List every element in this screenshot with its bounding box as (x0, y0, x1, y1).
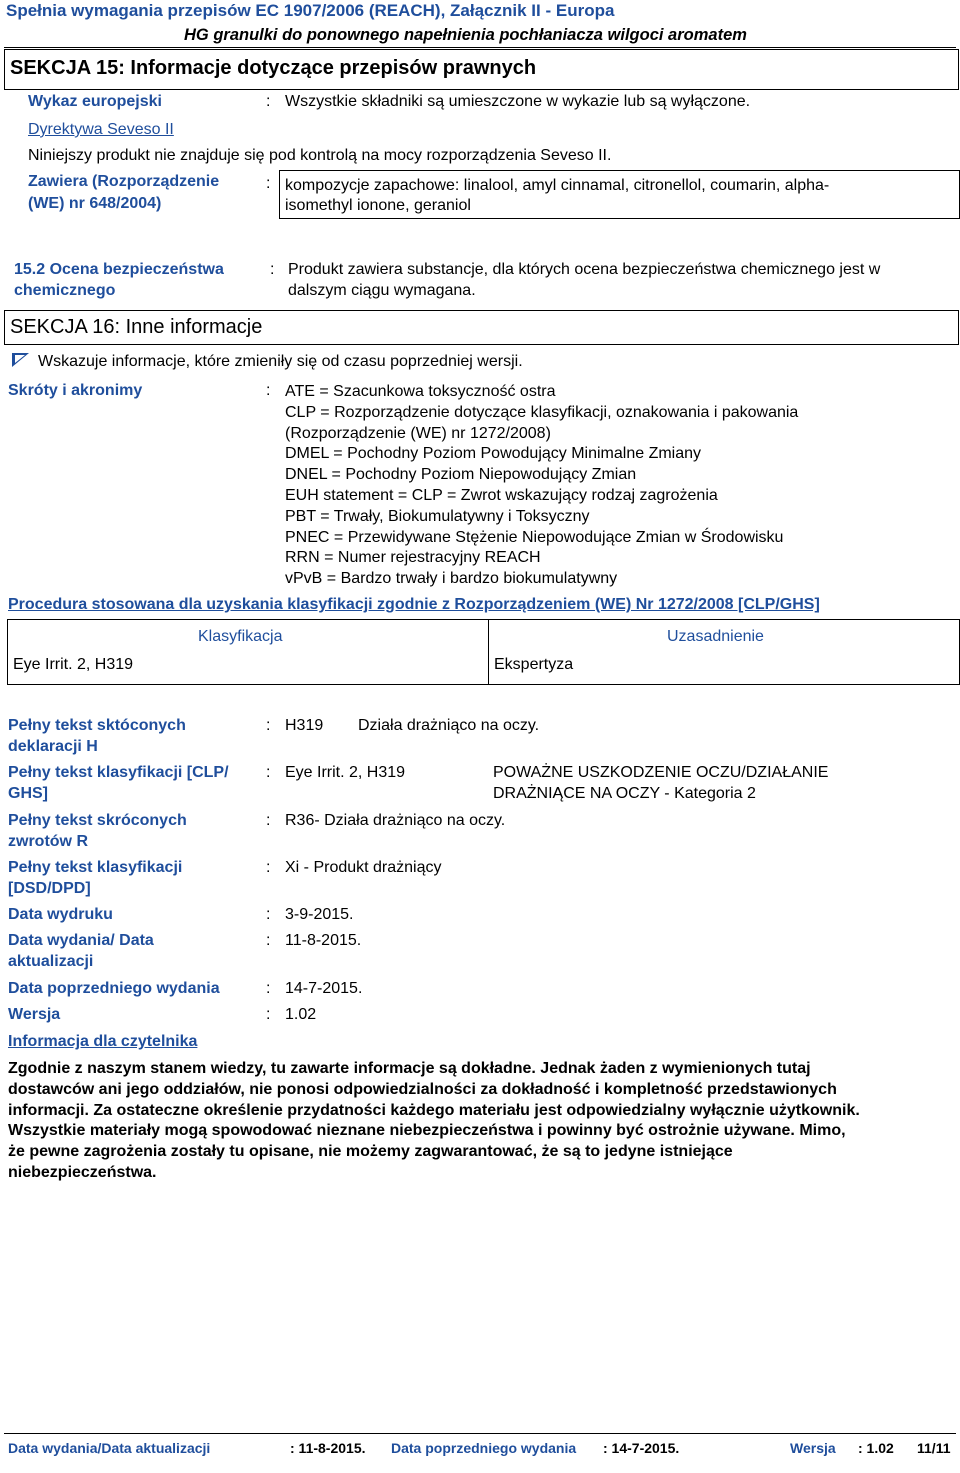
disclaimer-line: informacji. Za ostateczne określenie przydatności każdego materiału jest odpowiedzialny wyłącznie użytkownik. (8, 1101, 860, 1119)
colon: : (266, 764, 271, 781)
abbreviation-item: CLP = Rozporządzenie dotyczące klasyfikacji, oznakowania i pakowania (285, 403, 799, 421)
colon: : (266, 932, 271, 949)
table-header-justification: Uzasadnienie (667, 628, 764, 645)
csa-value-line2: dalszym ciągu wymagana. (288, 282, 476, 299)
abbreviations-label: Skróty i akronimy (8, 382, 143, 399)
footer-version-value: : 1.02 (858, 1440, 894, 1456)
r-phrases-value: R36- Działa drażniąco na oczy. (285, 812, 506, 829)
seveso-note: Niniejszy produkt nie znajduje się pod kontrolą na mocy rozporządzenia Seveso II. (28, 147, 612, 164)
product-name: HG granulki do ponownego napełnienia pochłaniacza wilgoci aromatem (184, 26, 747, 44)
clp-text-line1: POWAŻNE USZKODZENIE OCZU/DZIAŁANIE (493, 764, 829, 781)
document-regulation-title: Spełnia wymagania przepisów EC 1907/2006 (REACH), Załącznik II - Europa (6, 1, 615, 20)
colon: : (266, 175, 271, 192)
clp-label-line2: GHS] (8, 785, 48, 802)
abbreviation-item: EUH statement = CLP = Zwrot wskazujący rodzaj zagrożenia (285, 486, 718, 504)
colon: : (270, 261, 275, 278)
clp-label-line1: Pełny tekst klasyfikacji [CLP/ (8, 764, 229, 781)
table-cell-justification: Ekspertyza (494, 656, 574, 673)
abbreviation-item: RRN = Numer rejestracyjny REACH (285, 549, 541, 567)
csa-value-line1: Produkt zawiera substancje, dla których ocena bezpieczeństwa chemicznego jest w (288, 261, 881, 278)
h-statements-label-line2: deklaracji H (8, 738, 98, 755)
issue-date-value: 11-8-2015. (285, 932, 362, 949)
disclaimer (8, 1059, 958, 1184)
seveso-label: Dyrektywa Seveso II (28, 121, 174, 138)
footer-issue-value: : 11-8-2015. (290, 1440, 366, 1456)
csa-label-line1: 15.2 Ocena bezpieczeństwa (14, 261, 224, 278)
version-label: Wersja (8, 1006, 61, 1023)
footer-issue-label: Data wydania/Data aktualizacji (8, 1440, 211, 1456)
section15-heading: SEKCJA 15: Informacje dotyczące przepisów prawnych (10, 57, 537, 79)
r-phrases-label-line2: zwrotów R (8, 833, 88, 850)
colon: : (266, 717, 271, 734)
issue-date-label-line2: aktualizacji (8, 953, 94, 970)
footer-previous-label: Data poprzedniego wydania (391, 1440, 577, 1456)
european-list-value: Wszystkie składniki są umieszczone w wykazie lub są wyłączone. (285, 93, 751, 110)
colon: : (266, 1006, 271, 1023)
dsd-value: Xi - Produkt drażniący (285, 859, 442, 876)
contains-label-line2: (WE) nr 648/2004) (28, 195, 162, 212)
contains-value-line1: kompozycje zapachowe: linalool, amyl cinnamal, citronellol, coumarin, alpha- (285, 177, 830, 194)
abbreviation-item: (Rozporządzenie (WE) nr 1272/2008) (285, 424, 551, 442)
procedure-heading: Procedura stosowana dla uzyskania klasyfikacji zgodnie z Rozporządzeniem (WE) Nr 1272/2008 [CLP/GHS] (8, 596, 820, 613)
footer-version-label: Wersja (790, 1440, 836, 1456)
change-note: Wskazuje informacje, które zmieniły się od czasu poprzedniej wersji. (38, 353, 523, 370)
print-date-value: 3-9-2015. (285, 906, 354, 923)
previous-date-value: 14-7-2015. (285, 980, 363, 997)
table-column-divider (488, 620, 489, 684)
header-divider (4, 47, 956, 48)
footer-page-number: 11/11 (917, 1440, 951, 1456)
table-cell-classification: Eye Irrit. 2, H319 (13, 656, 134, 673)
disclaimer-line: dostawców ani jego oddziałów, nie ponosi odpowiedzialności za dokładność i kompletność przedstawionych (8, 1080, 837, 1098)
csa-label-line2: chemicznego (14, 282, 116, 299)
contains-value-line2: isomethyl ionone, geraniol (285, 197, 471, 214)
previous-date-label: Data poprzedniego wydania (8, 980, 220, 997)
abbreviation-item: ATE = Szacunkowa toksyczność ostra (285, 383, 556, 400)
abbreviations-list (285, 382, 798, 590)
disclaimer-line: że pewne zagrożenia zostały tu opisane, nie możemy zagwarantować, że są to jedyne istniejące (8, 1143, 733, 1161)
clp-code: Eye Irrit. 2, H319 (285, 764, 406, 781)
h-code: H319 (285, 717, 324, 734)
disclaimer-line: Zgodnie z naszym stanem wiedzy, tu zawarte informacje są dokładne. Jednak żaden z wymienionych tutaj (8, 1060, 811, 1077)
colon: : (266, 93, 271, 110)
contains-label-line1: Zawiera (Rozporządzenie (28, 173, 220, 190)
table-header-classification: Klasyfikacja (198, 628, 283, 645)
version-value: 1.02 (285, 1006, 317, 1023)
colon: : (266, 906, 271, 923)
disclaimer-line: Wszystkie materiały mogą spowodować nieznane niebezpieczeństwa i powinny być ostrożnie używane. Mimo, (8, 1122, 846, 1140)
colon: : (266, 382, 271, 399)
r-phrases-label-line1: Pełny tekst skróconych (8, 812, 187, 829)
revision-triangle-icon (12, 353, 29, 367)
dsd-label-line1: Pełny tekst klasyfikacji (8, 859, 183, 876)
h-text: Działa drażniąco na oczy. (358, 717, 540, 734)
abbreviation-item: DMEL = Pochodny Poziom Powodujący Minimalne Zmiany (285, 445, 702, 463)
print-date-label: Data wydruku (8, 906, 113, 923)
abbreviation-item: PBT = Trwały, Biokumulatywny i Toksyczny (285, 507, 590, 525)
h-statements-label-line1: Pełny tekst sktóconych (8, 717, 186, 734)
reader-info-heading: Informacja dla czytelnika (8, 1033, 198, 1050)
colon: : (266, 812, 271, 829)
footer-divider (4, 1433, 956, 1434)
abbreviation-item: PNEC = Przewidywane Stężenie Niepowodujące Zmian w Środowisku (285, 528, 784, 546)
dsd-label-line2: [DSD/DPD] (8, 880, 91, 897)
abbreviation-item: DNEL = Pochodny Poziom Niepowodujący Zmian (285, 466, 637, 484)
footer-previous-value: : 14-7-2015. (603, 1440, 680, 1456)
abbreviation-item: vPvB = Bardzo trwały i bardzo biokumulatywny (285, 570, 618, 588)
disclaimer-line: niebezpieczeństwa. (8, 1163, 157, 1181)
european-list-label: Wykaz europejski (28, 93, 162, 110)
colon: : (266, 859, 271, 876)
issue-date-label-line1: Data wydania/ Data (8, 932, 154, 949)
colon: : (266, 980, 271, 997)
section16-heading: SEKCJA 16: Inne informacje (10, 316, 263, 338)
clp-text-line2: DRAŻNIĄCE NA OCZY - Kategoria 2 (493, 785, 756, 802)
classification-table (7, 619, 960, 685)
